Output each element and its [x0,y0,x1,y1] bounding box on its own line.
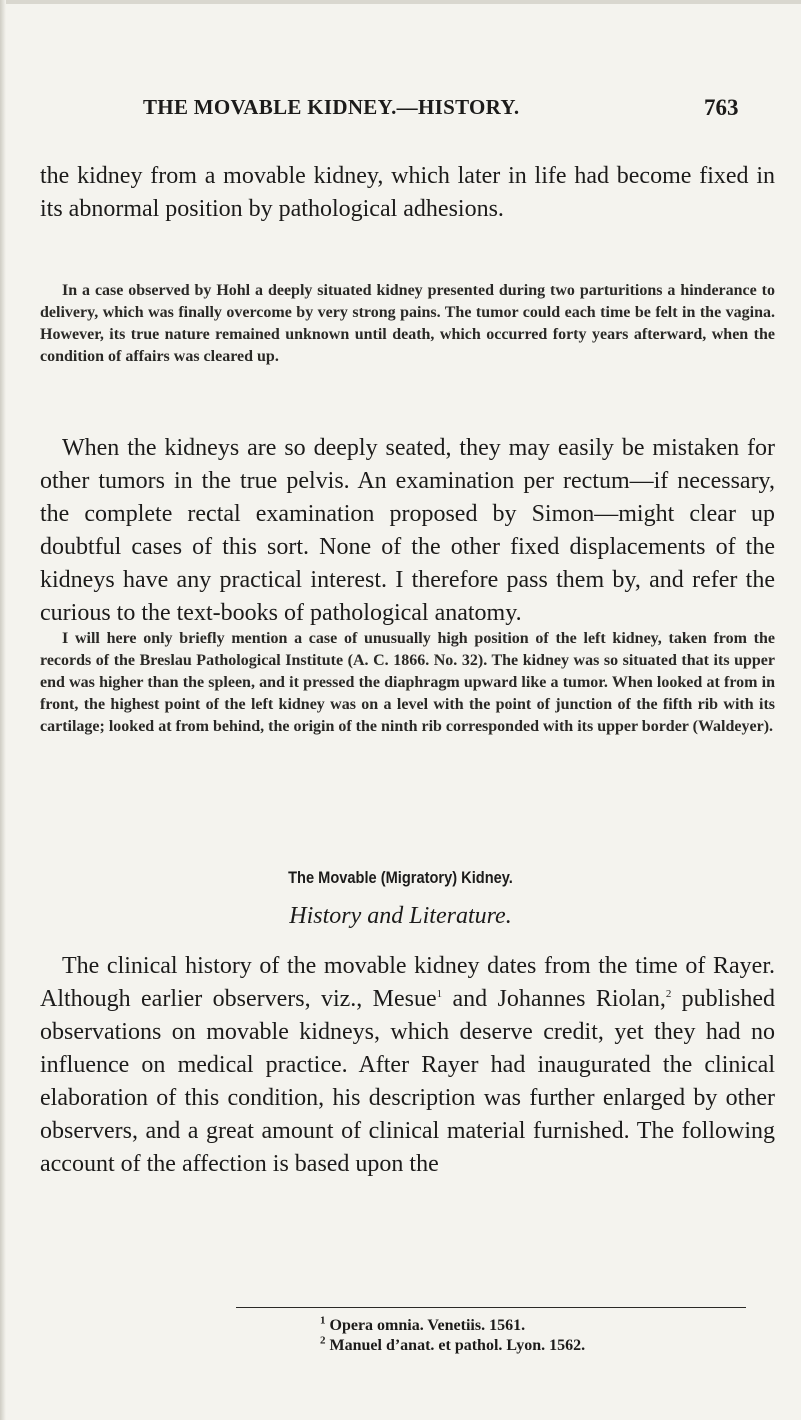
paragraph-hohl-case: In a case observed by Hohl a deeply situated kidney presented during two parturitions a hinderance to delivery, which was finally overcome by very strong pains. The tumor could each time be felt in the vagina. However, its true nature remained unknown until death, which occurred forty years afterward, when the condition of affairs was cleared up. [40,282,775,365]
page-left-edge [0,0,6,1420]
section-subtitle: History and Literature. [289,903,512,929]
footnote-mark-2: 2 [320,1334,326,1347]
paragraph-text-part: The clinical history of the movable kidney dates from the time of Rayer. Although earlier observers, viz., Mesue [40,953,775,1012]
paragraph-clinical-history [40,950,775,1181]
footnote-divider [236,1307,746,1308]
footnote-ref-2[interactable]: 2 [665,988,672,1000]
footnote-ref-1[interactable]: 1 [436,988,443,1000]
page-number: 763 [704,95,739,120]
running-header-title: THE MOVABLE KIDNEY.—HISTORY. [143,95,520,119]
page-top-edge [0,0,801,4]
footnote-2 [320,1336,585,1356]
paragraph-high-position-case: I will here only briefly mention a case of unusually high position of the left kidney, taken from the records of the Breslau Pathological Institute (A. C. 1866. No. 32). The kidney was so situated that its upper end was higher than the spleen, and it pressed the diaphragm upward like a tumor. When looked at from in front, the highest point of the left kidney was on a level with the point of junction of the fifth rib with its cartilage; looked at from behind, the origin of the ninth rib corresponded with its upper border (Waldeyer). [40,630,775,735]
footnote-1 [320,1316,585,1336]
footnote-mark-1: 1 [320,1314,326,1327]
footnote-text: Opera omnia. Venetiis. 1561. [325,1317,526,1334]
footnote-text: Manuel d’anat. et pathol. Lyon. 1562. [325,1337,586,1354]
paragraph-text-part: published observations on movable kidneys, which deserve credit, yet they had no influence on medical practice. After Rayer had inaugurated the clinical elaboration of this condition, his description was further enlarged by other observers, and a great amount of clinical material furnished. The following account of the affection is based upon the [40,986,775,1177]
section-title: The Movable (Migratory) Kidney. [288,868,513,887]
paragraph-continued: the kidney from a movable kidney, which later in life had become fixed in its abnormal position by pathological adhesions. [40,163,775,222]
running-header [0,95,801,125]
paragraph-text-part: and Johannes Riolan, [442,986,666,1012]
footnotes [320,1316,585,1356]
paragraph-deep-kidneys: When the kidneys are so deeply seated, they may easily be mistaken for other tumors in the true pelvis. An examination per rectum—if necessary, the complete rectal examination proposed by Simon—might clear up doubtful cases of this sort. None of the other fixed displacements of the kidneys have any practical interest. I therefore pass them by, and refer the curious to the text-books of pathological anatomy. [40,435,775,626]
